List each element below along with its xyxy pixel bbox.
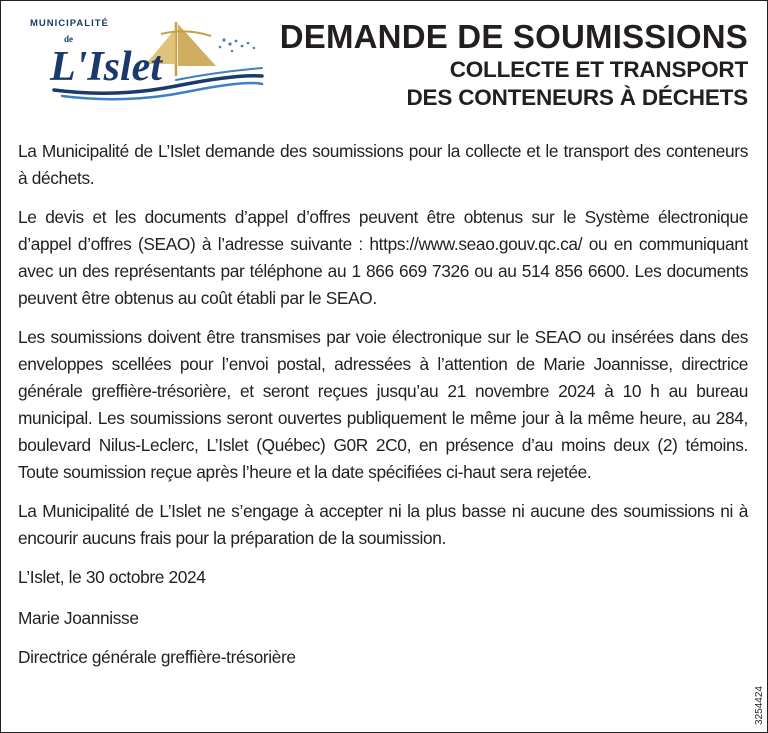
- place-date: L’Islet, le 30 octobre 2024: [18, 567, 206, 587]
- logo-de-text: de: [64, 34, 73, 44]
- signer-title: Directrice générale greffière-trésorière: [18, 647, 296, 667]
- paragraph-documents: Le devis et les documents d’appel d’offres peuvent être obtenus sur le Système électronique d’appel d’offres (SEAO) à l’adresse suivante : https://www.seao.gouv.qc.ca/ ou en communiquant avec un des représentants par téléphone au 1 866 669 7326 ou au 514 856 6600. Les documents peuvent être obtenus au coût établi par le SEAO.: [18, 207, 748, 308]
- subtitle-line-1: COLLECTE ET TRANSPORT: [449, 57, 748, 82]
- logo-municipalite-text: MUNICIPALITÉ: [30, 18, 109, 29]
- subtitle-line-2: DES CONTENEURS À DÉCHETS: [406, 85, 748, 110]
- paragraph-intro: La Municipalité de L’Islet demande des soumissions pour la collecte et le transport des conteneurs à déchets.: [18, 141, 748, 188]
- reference-number: 3254424: [754, 686, 765, 725]
- header: [280, 18, 748, 112]
- birds-icon: [219, 38, 256, 52]
- municipality-logo: [26, 14, 266, 104]
- signer-name: Marie Joannisse: [18, 608, 139, 628]
- paragraph-submission: Les soumissions doivent être transmises par voie électronique sur le SEAO ou insérées dans des enveloppes scellées pour l’envoi postal, adressées à l’attention de Marie Joannisse, directrice générale greffière-trésorière, et seront reçues jusqu’au 21 novembre 2024 à 10 h au bureau municipal. Les soumissions seront ouvertes publiquement le même jour à la même heure, au 284, boulevard Nilus-Leclerc, L’Islet (Québec) G0R 2C0, en présence d’au moins deux (2) témoins. Toute soumission reçue après l’heure et la date spécifiées ci-haut sera rejetée.: [18, 327, 748, 482]
- notice-body: [18, 138, 748, 683]
- logo-name-text: L'Islet: [50, 44, 162, 90]
- paragraph-disclaimer: La Municipalité de L’Islet ne s’engage à accepter ni la plus basse ni aucune des soumissions ni à encourir aucuns frais pour la préparation de la soumission.: [18, 501, 748, 548]
- page-title: DEMANDE DE SOUMISSIONS: [279, 18, 748, 55]
